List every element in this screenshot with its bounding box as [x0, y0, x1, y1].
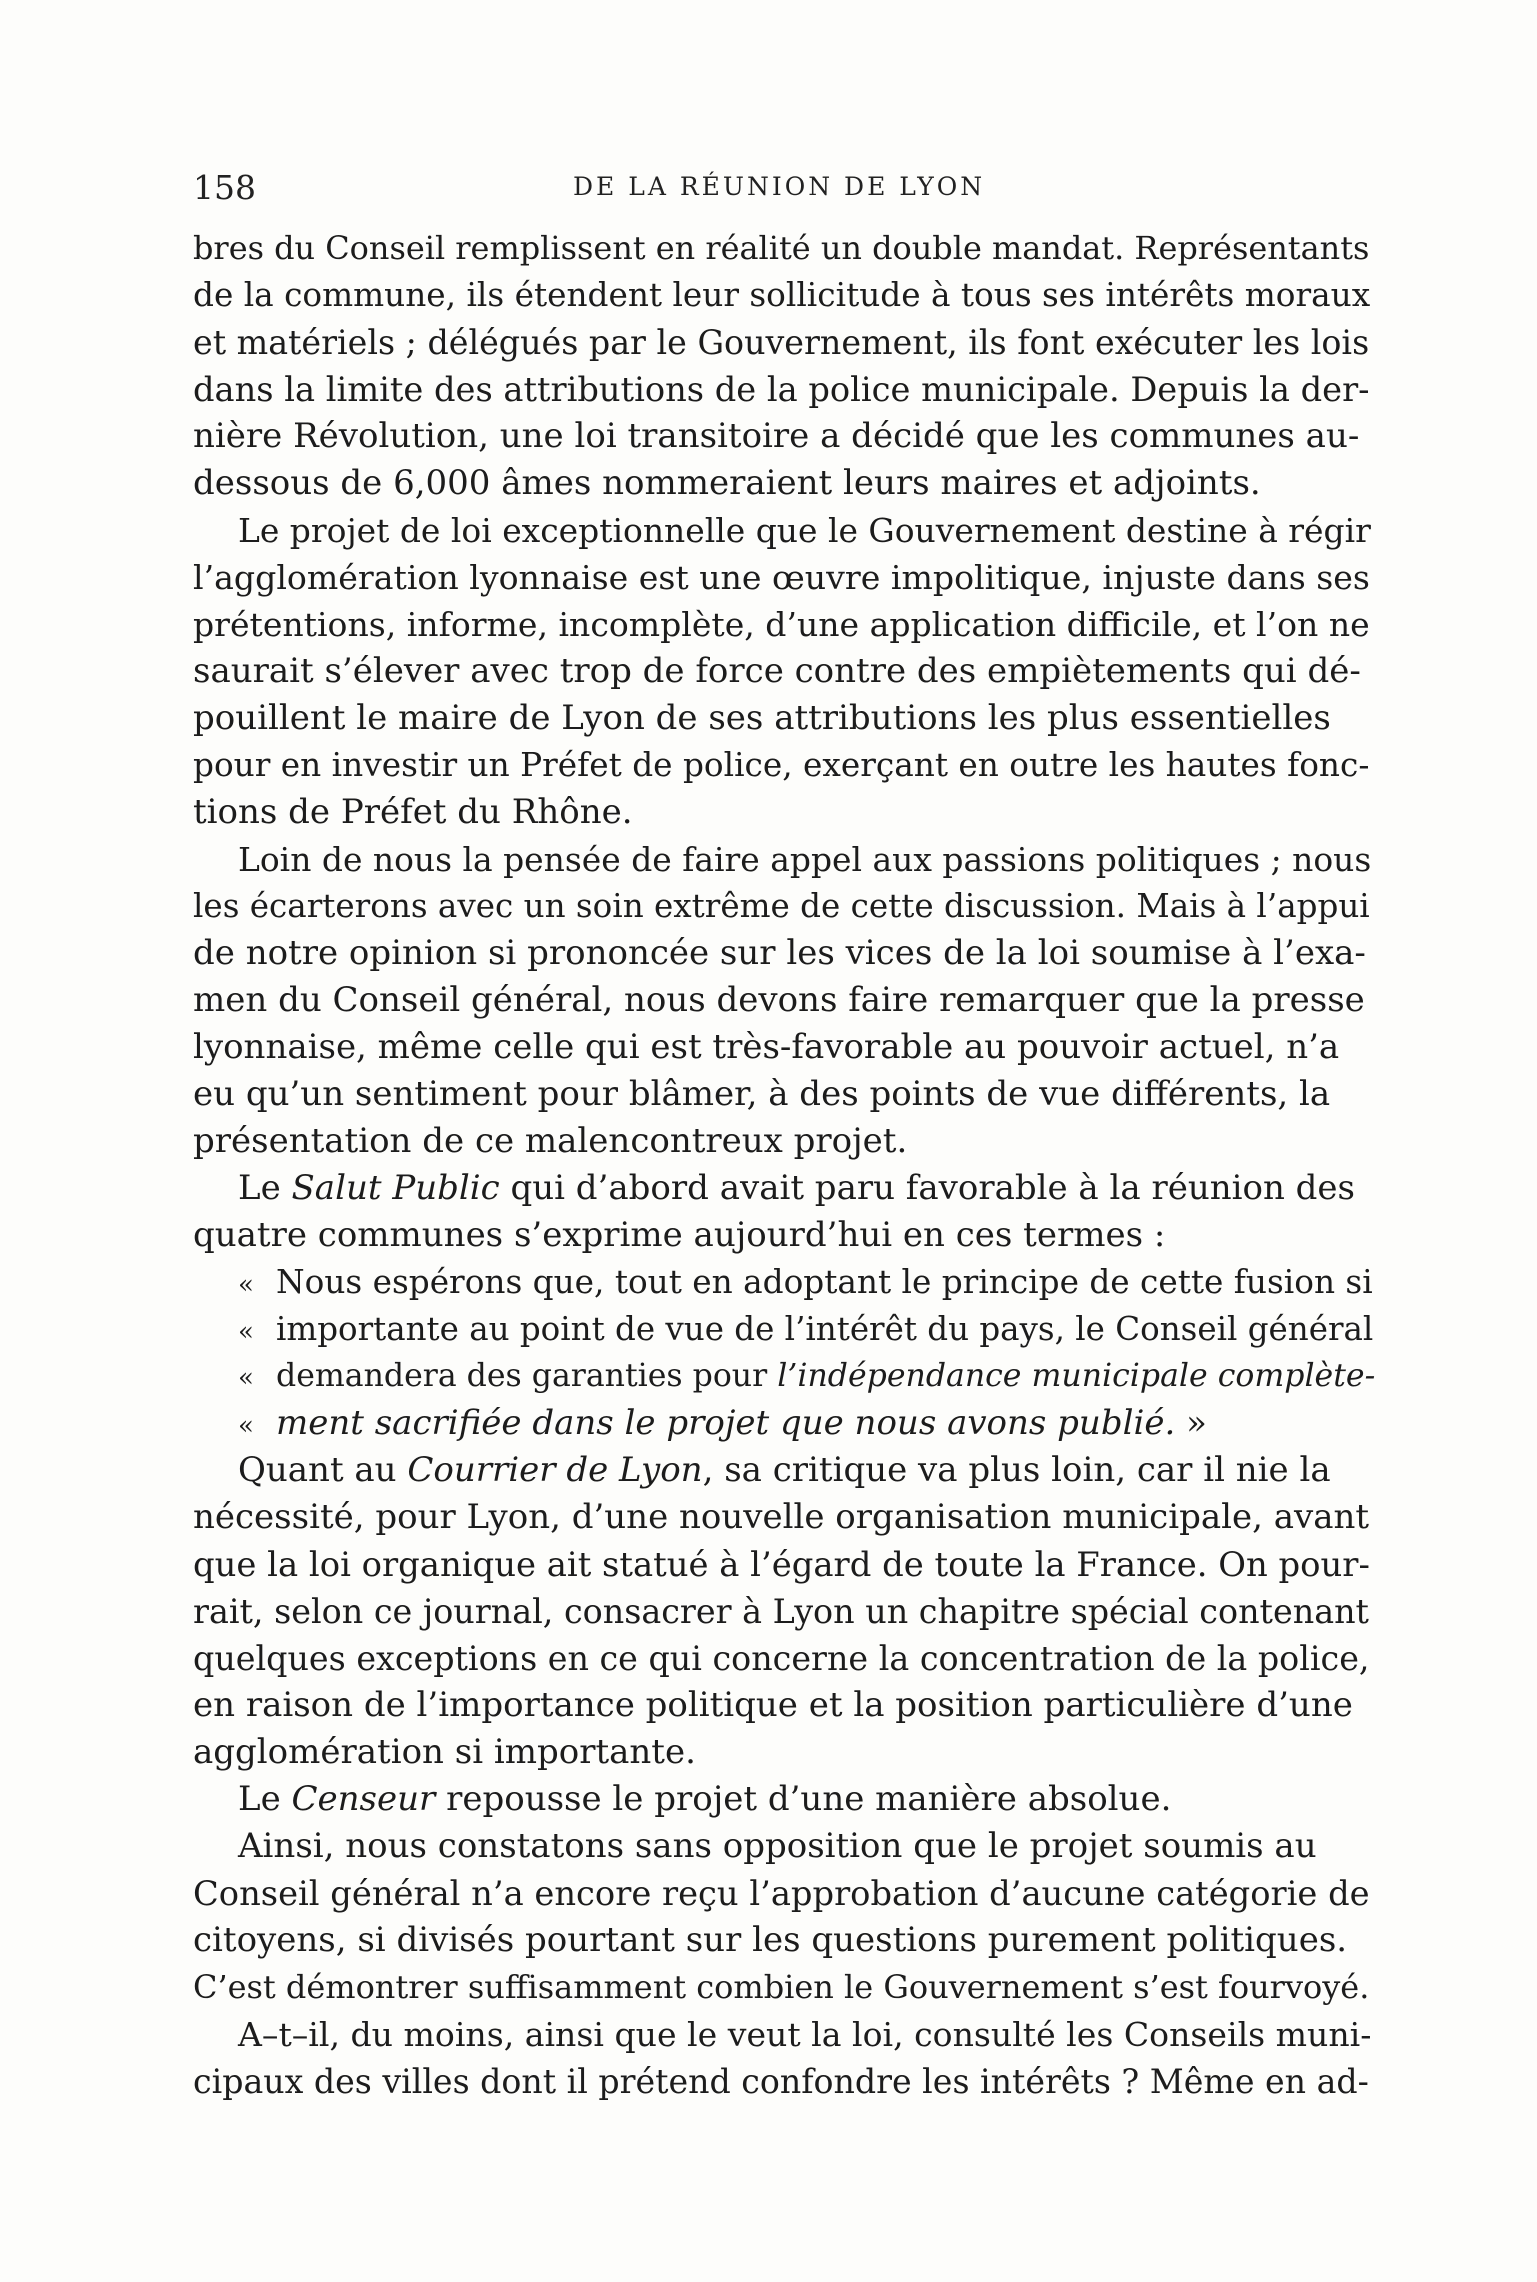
text-line: Conseil général n’a encore reçu l’approbation d’aucune catégorie de	[193, 1874, 1370, 1913]
text-line: dans la limite des attributions de la police municipale. Depuis la der-	[193, 370, 1370, 409]
body-text	[193, 225, 1376, 2105]
text-line: l’agglomération lyonnaise est une œuvre impolitique, injuste dans ses	[193, 558, 1370, 597]
text-line: quatre communes s’exprime aujourd’hui en ces termes :	[193, 1215, 1166, 1255]
emphasis: l’indépendance municipale complète-	[777, 1358, 1376, 1394]
text-line: eu qu’un sentiment pour blâmer, à des points de vue différents, la	[193, 1074, 1331, 1114]
text-line: pouillent le maire de Lyon de ses attributions les plus essentielles	[193, 698, 1331, 738]
text-line: Le projet de loi exceptionnelle que le Gouvernement destine à régir	[238, 511, 1371, 550]
quote-close-mark: »	[1186, 1403, 1207, 1443]
text-line: Ainsi, nous constatons sans opposition que le projet soumis au	[238, 1826, 1317, 1866]
quote-mark: «	[238, 1317, 254, 1347]
quote-mark: «	[238, 1411, 254, 1441]
text-line: Loin de nous la pensée de faire appel aux passions politiques ; nous	[238, 840, 1372, 879]
text-fragment: importante au point de vue de l’intérêt du pays, le Conseil général	[276, 1310, 1374, 1348]
text-line: en raison de l’importance politique et la position particulière d’une	[193, 1685, 1353, 1725]
text-line: et matériels ; délégués par le Gouvernement, ils font exécuter les lois	[193, 323, 1370, 362]
text-line: quelques exceptions en ce qui concerne la concentration de la police,	[193, 1639, 1370, 1678]
text-fragment: demandera des garanties pour	[276, 1358, 778, 1394]
text-line: citoyens, si divisés pourtant sur les questions purement politiques.	[193, 1920, 1348, 1960]
text-line: lyonnaise, même celle qui est très-favorable au pouvoir actuel, n’a	[193, 1027, 1340, 1067]
text-line: prétentions, informe, incomplète, d’une application difficile, et l’on ne	[193, 605, 1370, 644]
text-fragment: Nous espérons que, tout en adoptant le principe de cette fusion si	[276, 1263, 1373, 1301]
text-line: C’est démontrer suffisamment combien le Gouvernement s’est fourvoyé.	[193, 1968, 1370, 2006]
text-line: présentation de ce malencontreux projet.	[193, 1121, 908, 1161]
text-line: bres du Conseil remplissent en réalité un double mandat. Représentants	[193, 229, 1370, 267]
text-line: tions de Préfet du Rhône.	[193, 792, 633, 832]
text-fragment: Le	[238, 1168, 292, 1208]
page-number: 158	[193, 168, 256, 207]
quote-mark: «	[238, 1270, 254, 1300]
text-fragment: Quant au	[238, 1450, 408, 1490]
text-line: nière Révolution, une loi transitoire a décidé que les communes au-	[193, 416, 1360, 456]
running-title: DE LA RÉUNION DE LYON	[573, 172, 986, 201]
emphasis: ment sacrifiée dans le projet que nous avons publié.	[276, 1403, 1176, 1443]
page-header	[193, 168, 1370, 216]
text-fragment: repousse le projet d’une manière absolue.	[435, 1779, 1172, 1819]
quote-line	[193, 1353, 1376, 1400]
quote-line	[193, 1306, 1374, 1353]
text-line: nécessité, pour Lyon, d’une nouvelle organisation municipale, avant	[193, 1497, 1370, 1537]
text-line: les écarterons avec un soin extrême de cette discussion. Mais à l’appui	[193, 887, 1370, 925]
quote-mark: «	[238, 1363, 254, 1393]
text-line: de notre opinion si prononcée sur les vices de la loi soumise à l’exa-	[193, 933, 1366, 973]
text-line: dessous de 6,000 âmes nommeraient leurs maires et adjoints.	[193, 463, 1261, 503]
journal-title: Censeur	[291, 1779, 436, 1819]
text-fragment: Le	[238, 1779, 292, 1819]
quote-line	[193, 1259, 1373, 1306]
journal-title: Salut Public	[291, 1168, 500, 1208]
text-line: que la loi organique ait statué à l’égard de toute la France. On pour-	[193, 1545, 1370, 1584]
text-line: rait, selon ce journal, consacrer à Lyon un chapitre spécial contenant	[193, 1592, 1369, 1631]
text-line: men du Conseil général, nous devons faire remarquer que la presse	[193, 980, 1365, 1020]
text-line: A–t–il, du moins, ainsi que le veut la loi, consulté les Conseils muni-	[238, 2015, 1372, 2054]
text-line: agglomération si importante.	[193, 1732, 696, 1772]
text-line: saurait s’élever avec trop de force contre des empiètements qui dé-	[193, 651, 1361, 691]
text-line: pour en investir un Préfet de police, exerçant en outre les hautes fonc-	[193, 746, 1370, 784]
text-fragment: qui d’abord avait paru favorable à la réunion des	[499, 1168, 1356, 1208]
text-line	[193, 1447, 1370, 1494]
quote-line	[193, 1400, 1370, 1447]
journal-title: Courrier de Lyon	[407, 1450, 703, 1490]
text-line	[193, 1776, 1370, 1823]
text-line	[193, 1165, 1370, 1212]
text-fragment: , sa critique va plus loin, car il nie la	[702, 1450, 1331, 1490]
text-line: de la commune, ils étendent leur sollicitude à tous ses intérêts moraux	[193, 276, 1371, 314]
text-line: cipaux des villes dont il prétend confondre les intérêts ? Même en ad-	[193, 2062, 1369, 2101]
